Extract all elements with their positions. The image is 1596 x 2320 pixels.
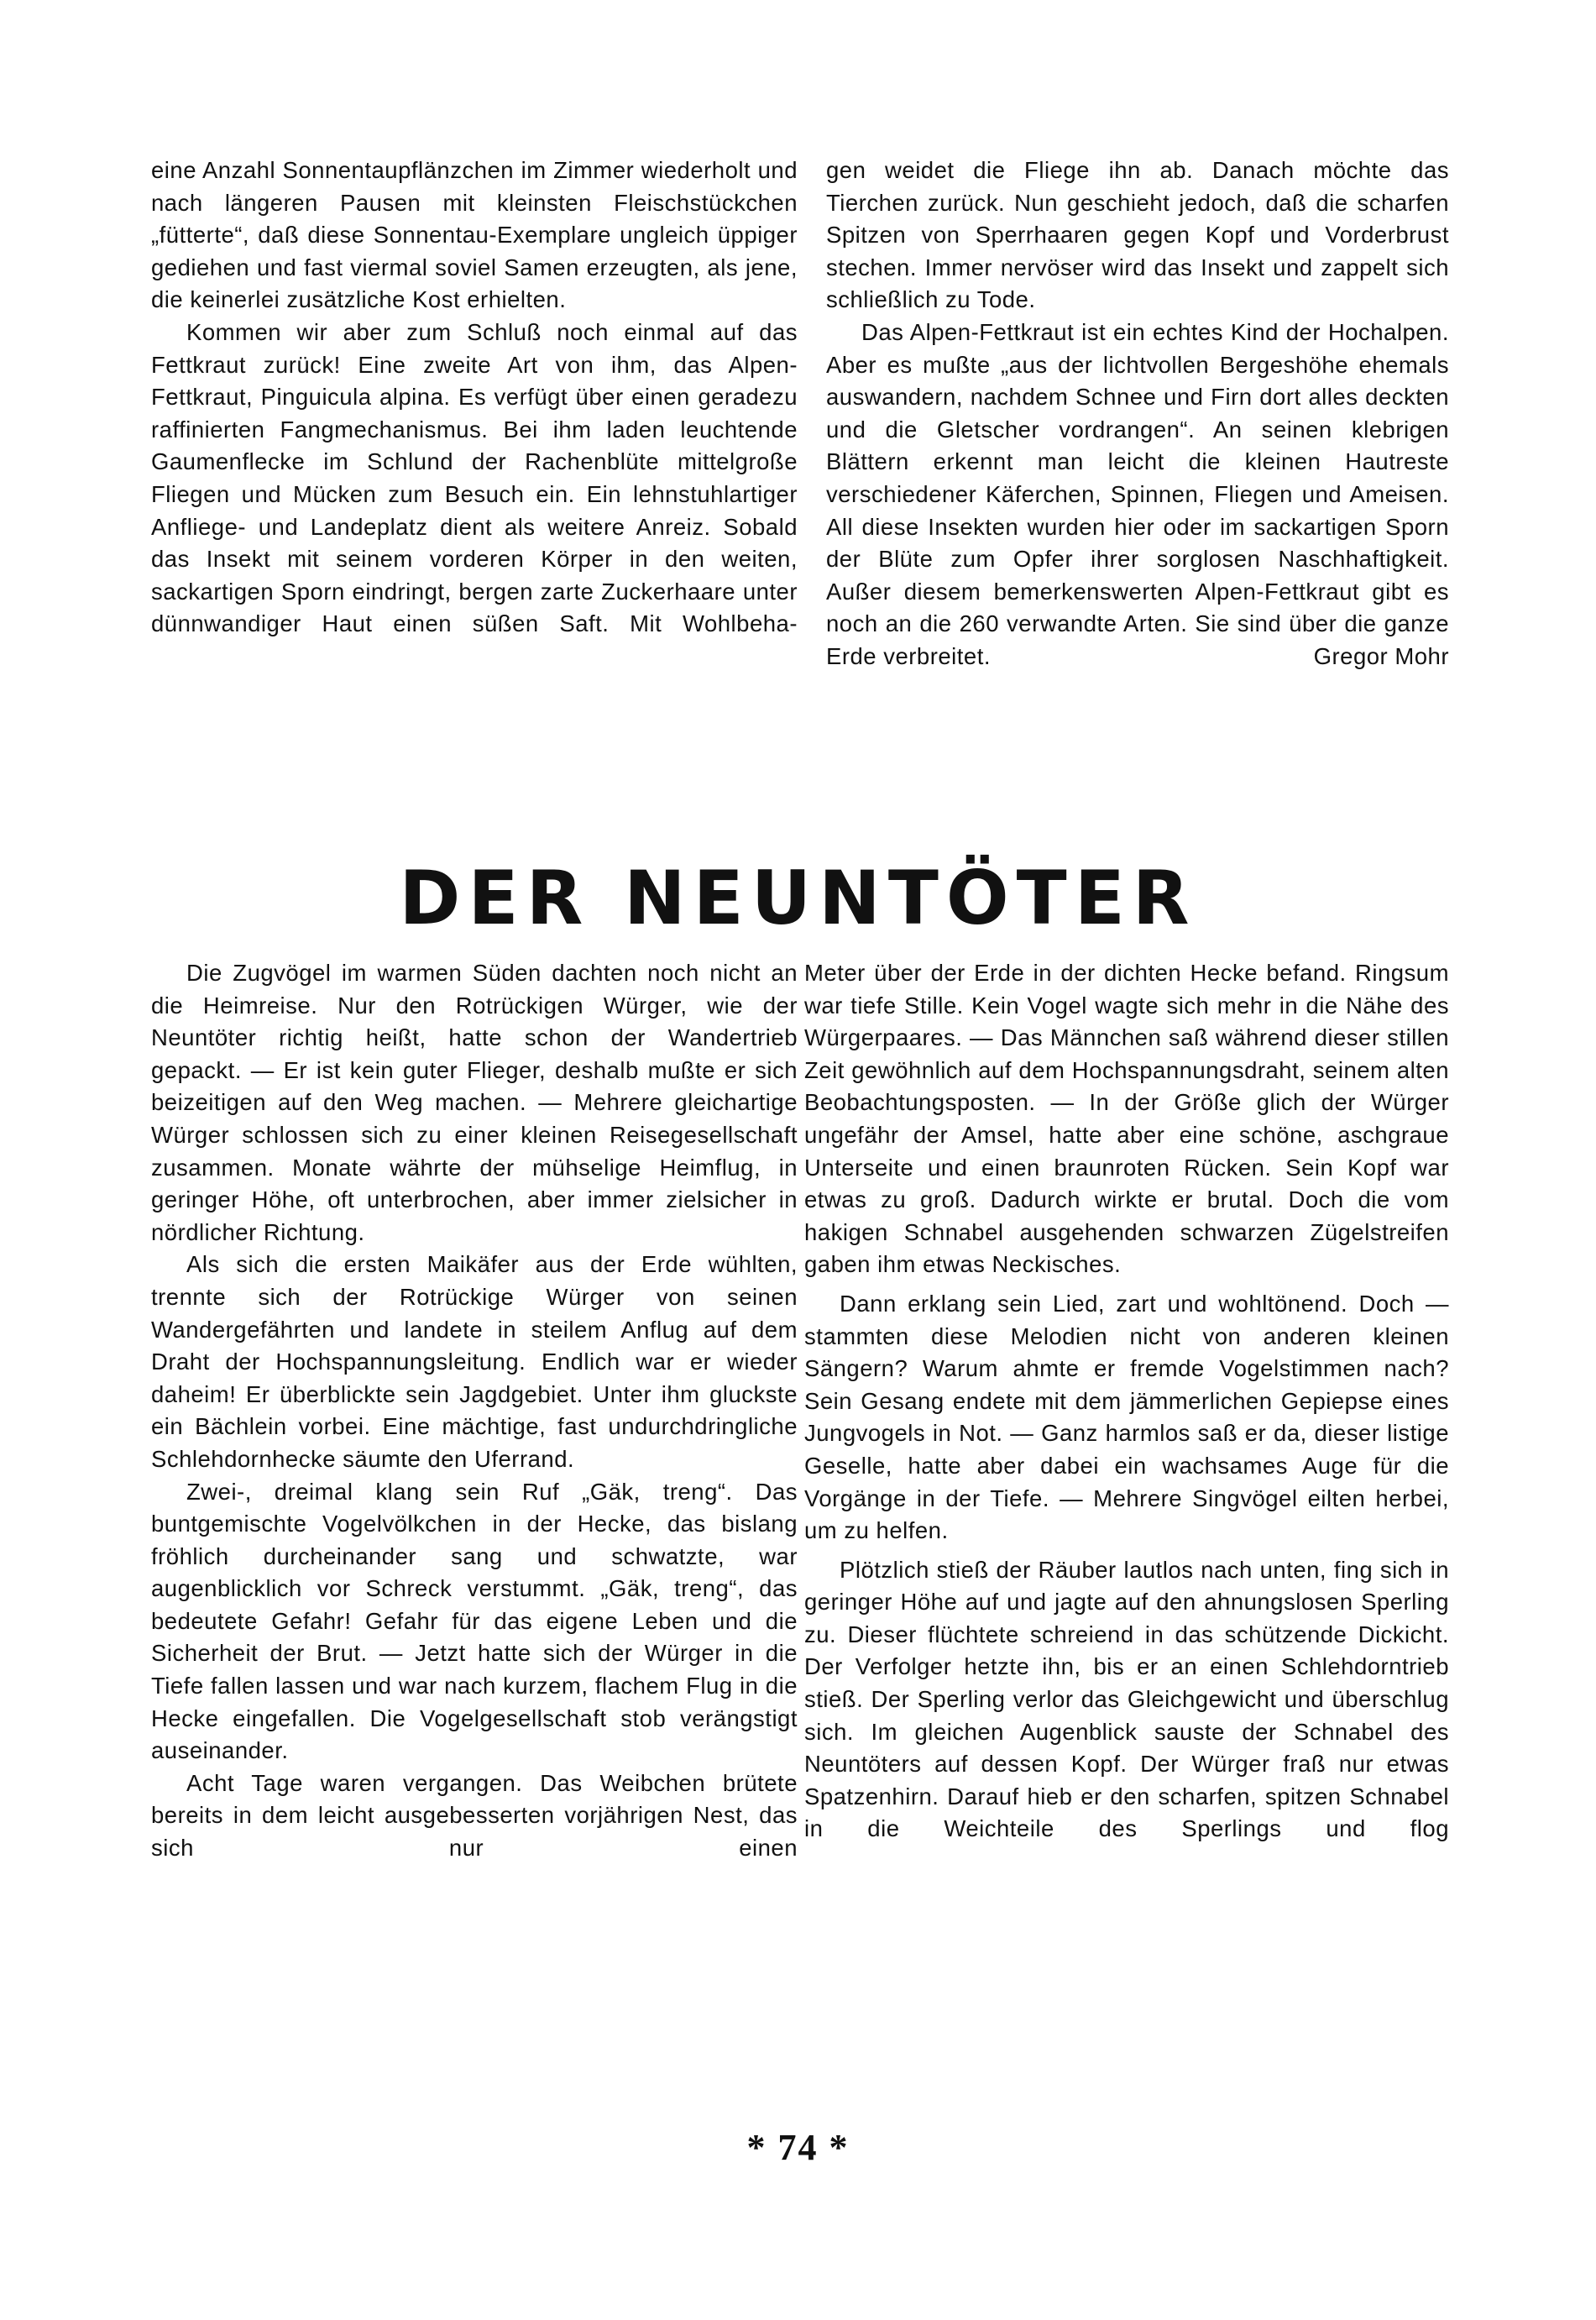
paragraph: Zwei-, dreimal klang sein Ruf „Gäk, treng“. Das buntgemischte Vogelvölkchen in der Hecke, das bislang fröhlich durcheinander sang und schwatzte, war augenblicklich vor Schreck verstummt. „Gäk, treng“, das bedeutete Gefahr! Gefahr für das eigene Leben und die Sicherheit der Brut. — Jetzt hatte sich der Würger in die Tiefe fallen lassen und war nach kurzem, flachem Flug in die Hecke eingefallen. Die Vogelgesellschaft stob verängstigt auseinander. — [151, 1478, 798, 1764]
paragraph: Als sich die ersten Maikäfer aus der Erde wühlten, trennte sich der Rotrückige Würger von seinen Wandergefährten und landete in steilem Anflug auf dem Draht der Hochspannungsleitung. Endlich war er wieder daheim! Er überblickte sein Jagdgebiet. Unter ihm gluckste ein Bächlein vorbei. Eine mächtige, fast undurchdringliche Schlehdornhecke säumte den Uferrand. — [151, 1251, 798, 1472]
article-title: DER NEUNTÖTER — [399, 855, 1197, 941]
paragraph: eine Anzahl Sonnentaupflänzchen im Zimmer wiederholt und nach längeren Pausen mit kleinsten Fleischstückchen „fütterte“, daß diese Sonnentau-Exemplare ungleich üppiger gediehen und fast viermal soviel Samen erzeugten, als jene, die keinerlei zusätzliche Kost erhielten. — [151, 157, 798, 313]
paragraph: Meter über der Erde in der dichten Hecke befand. Ringsum war tiefe Stille. Kein Vogel wagte sich mehr in die Nähe des Würgerpaares. — Das Männchen saß während dieser stillen Zeit gewöhnlich auf dem Hochspannungsdraht, seinem alten Beobachtungsposten. — In der Größe glich der Würger ungefähr der Amsel, hatte aber eine schöne, aschgraue Unterseite und einen braunroten Rücken. Sein Kopf war etwas zu groß. Dadurch wirkte er brutal. Doch die vom hakigen Schnabel ausgehenden schwarzen Zügelstreifen gaben ihm etwas Neckisches. — [804, 960, 1449, 1278]
paragraph: Plötzlich stieß der Räuber lautlos nach unten, fing sich in geringer Höhe auf und jagte auf den ahnungslosen Sperling zu. Dieser flüchtete schreiend in das schützende Dickicht. Der Verfolger hetzte ihn, bis er an einen Schlehdorntrieb stieß. Der Sperling verlor das Gleichgewicht und überschlug sich. Im gleichen Augenblick sauste der Schnabel des Neuntöters auf dessen Kopf. Der Würger fraß nur etwas Spatzenhirn. Darauf hieb er den scharfen, spitzen Schnabel in die Weichteile des Sperlings und flog — [804, 1556, 1449, 1842]
bottom-left-column — [151, 957, 798, 1865]
paragraph-text: Das Alpen-Fettkraut ist ein echtes Kind der Hochalpen. Aber es mußte „aus der lichtvollen Bergeshöhe ehemals auswandern, nachdem Schnee und Firn dort alles deckten und die Gletscher vordrangen“. An seinen klebrigen Blättern erkennt man leicht die kleinen Hautreste verschiedener Käferchen, Spinnen, Fliegen und Ameisen. All diese Insekten wurden hier oder im sackartigen Sporn der Blüte zum Opfer ihrer sorglosen Naschhaftigkeit. Außer diesem bemerkenswerten Alpen-Fettkraut gibt es noch an die 260 verwandte Arten. Sie sind über die ganze Erde verbreitet. — [826, 318, 1449, 669]
paragraph: Kommen wir aber zum Schluß noch einmal auf das Fettkraut zurück! Eine zweite Art von ihm, das Alpen-Fettkraut, Pinguicula alpina. Es verfügt über einen geradezu raffinierten Fangmechanismus. Bei ihm laden leuchtende Gaumenflecke im Schlund der Rachenblüte mittelgroße Fliegen und Mücken zum Besuch ein. Ein lehnstuhlartiger Anfliege- und Landeplatz dient als weitere Anreiz. Sobald das Insekt mit seinem vorderen Körper in den weiten, sackartigen Sporn eindringt, bergen zarte Zuckerhaare unter dünnwandiger Haut einen süßen Saft. Mit Wohlbeha- — [151, 318, 798, 637]
top-right-column — [826, 154, 1449, 673]
paragraph: Dann erklang sein Lied, zart und wohltönend. Doch — stammten diese Melodien nicht von anderen kleinen Sängern? Warum ahmte er fremde Vogelstimmen nach? Sein Gesang endete mit dem jämmerlichen Gepiepse eines Jungvogels in Not. — Ganz harmlos saß er da, dieser listige Geselle, hatte aber dabei ein wachsames Auge für die Vorgänge in der Tiefe. — Mehrere Singvögel eilten herbei, um zu helfen. — [804, 1290, 1449, 1544]
paragraph: gen weidet die Fliege ihn ab. Danach möchte das Tierchen zurück. Nun geschieht jedoch, daß die scharfen Spitzen von Sperrhaaren gegen Kopf und Vorderbrust stechen. Immer nervöser wird das Insekt und zappelt sich schließlich zu Tode. — [826, 157, 1449, 313]
bottom-right-column — [804, 957, 1449, 1846]
paragraph: Die Zugvögel im warmen Süden dachten noch nicht an die Heimreise. Nur den Rotrückigen Würger, wie der Neuntöter richtig heißt, hatte schon der Wandertrieb gepackt. — Er ist kein guter Flieger, deshalb mußte er sich beizeitigen auf den Weg machen. — Mehrere gleichartige Würger schlossen sich zu einer kleinen Reisegesellschaft zusammen. Monate währte der mühselige Heimflug, in geringer Höhe, oft unterbrochen, aber immer zielsicher in nördlicher Richtung. — [151, 960, 798, 1245]
paragraph: Acht Tage waren vergangen. Das Weibchen brütete bereits in dem leicht ausgebesserten vorjährigen Nest, das sich nur einen — [151, 1769, 798, 1862]
paragraph — [826, 317, 1449, 673]
page-number: * 74 * — [746, 2127, 850, 2168]
author-name: Gregor Mohr — [1313, 642, 1449, 669]
top-left-column — [151, 154, 798, 641]
